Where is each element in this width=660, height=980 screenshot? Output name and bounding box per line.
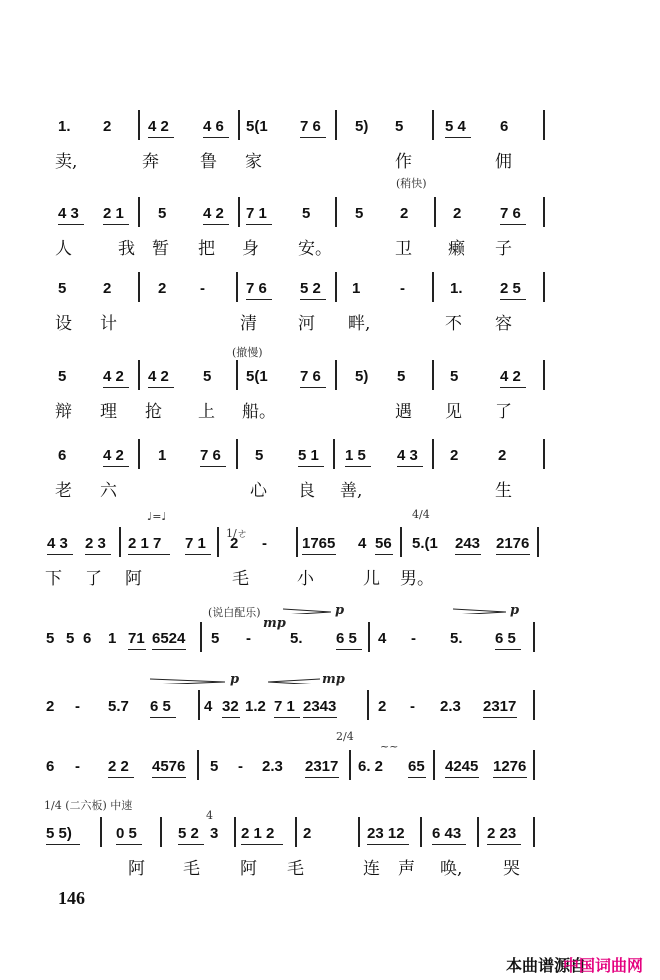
beam-underline	[455, 554, 481, 555]
barline	[543, 197, 545, 227]
note-group: -	[75, 698, 80, 715]
lyric-syllable: 身	[242, 239, 259, 259]
beam-underline	[302, 554, 336, 555]
page-number: 146	[58, 888, 85, 908]
lyric-syllable: 阿	[128, 859, 145, 879]
diminuendo-hairpin-icon	[453, 608, 506, 614]
lyric-syllable: 上	[198, 402, 215, 422]
lyric-syllable: 卫	[395, 239, 412, 259]
note-group: 5	[66, 630, 75, 647]
note-group: 5(1	[246, 368, 268, 385]
lyric-syllable: 暂	[152, 239, 169, 259]
tempo-annotation: 2/4	[336, 730, 354, 743]
barline	[335, 360, 337, 390]
note-group: 2	[378, 698, 387, 715]
lyric-syllable: 了	[495, 402, 512, 422]
note-group: -	[200, 280, 205, 297]
note-group: 2 1 7	[128, 535, 162, 552]
barline	[200, 622, 202, 652]
note-group: 5	[203, 368, 212, 385]
beam-underline	[336, 649, 362, 650]
note-group: 4	[378, 630, 387, 647]
lyric-syllable: 心	[250, 481, 267, 501]
tempo-annotation: (撤慢)	[232, 346, 263, 359]
note-group: 4245	[445, 758, 479, 775]
barline	[234, 817, 236, 847]
beam-underline	[148, 387, 174, 388]
barline	[368, 622, 370, 652]
note-group: 5)	[355, 368, 369, 385]
lyric-syllable: 了	[85, 569, 102, 589]
barline	[432, 360, 434, 390]
lyric-syllable: 我	[118, 239, 135, 259]
note-group: 2	[230, 535, 239, 552]
barline	[198, 690, 200, 720]
note-group: 2	[498, 447, 507, 464]
note-group: 7 6	[200, 447, 221, 464]
note-group: 3	[210, 825, 219, 842]
note-group: 1	[352, 280, 361, 297]
watermark-prefix: 本曲谱源自	[506, 956, 587, 975]
barline	[432, 110, 434, 140]
tempo-annotation: 4	[206, 809, 213, 822]
lyric-syllable: 河	[298, 314, 315, 334]
lyric-syllable: 清	[240, 314, 257, 334]
note-group: 4	[358, 535, 367, 552]
barline	[236, 272, 238, 302]
lyric-syllable: 毛	[232, 569, 249, 589]
tempo-annotation: 1/ㄜ	[226, 527, 248, 540]
note-group: 6	[58, 447, 67, 464]
note-group: 5)	[355, 118, 369, 135]
note-group: 2176	[496, 535, 530, 552]
lyric-syllable: 老	[55, 481, 72, 501]
note-group: 5	[395, 118, 404, 135]
lyric-syllable: 声	[398, 859, 415, 879]
note-group: 5	[302, 205, 311, 222]
note-group: 4	[204, 698, 213, 715]
beam-underline	[408, 777, 426, 778]
beam-underline	[300, 387, 326, 388]
watermark-site-link[interactable]: 中国词曲网	[563, 956, 644, 975]
lyric-syllable: 安。	[298, 239, 332, 259]
note-group: 5	[397, 368, 406, 385]
barline	[432, 439, 434, 469]
note-group: 2	[453, 205, 462, 222]
note-group: 2	[303, 825, 312, 842]
barline	[238, 110, 240, 140]
lyric-syllable: 小	[297, 569, 314, 589]
note-group: 6	[46, 758, 55, 775]
dynamic-marking: mp	[263, 616, 286, 631]
barline	[295, 817, 297, 847]
barline	[138, 439, 140, 469]
note-group: 2.3	[440, 698, 461, 715]
tempo-annotation: ~~	[380, 740, 399, 753]
barline	[543, 360, 545, 390]
beam-underline	[274, 717, 300, 718]
note-group: 4 3	[58, 205, 79, 222]
lyric-syllable: 家	[245, 152, 262, 172]
barline	[335, 110, 337, 140]
beam-underline	[47, 554, 73, 555]
note-group: 2317	[483, 698, 517, 715]
lyric-syllable: 见	[445, 402, 462, 422]
beam-underline	[300, 299, 326, 300]
note-group: 4576	[152, 758, 186, 775]
note-group: 4 2	[103, 447, 124, 464]
barline	[335, 272, 337, 302]
beam-underline	[397, 466, 423, 467]
beam-underline	[178, 844, 204, 845]
beam-underline	[203, 137, 229, 138]
note-group: 6	[500, 118, 509, 135]
barline	[138, 110, 140, 140]
barline	[537, 527, 539, 557]
note-group: 2343	[303, 698, 337, 715]
note-group: 2	[400, 205, 409, 222]
lyric-syllable: 生	[495, 481, 512, 501]
lyric-syllable: 哭	[503, 859, 520, 879]
beam-underline	[500, 387, 526, 388]
note-group: -	[246, 630, 251, 647]
lyric-syllable: 鲁	[200, 152, 217, 172]
barline	[296, 527, 298, 557]
dynamic-marking: mp	[322, 672, 345, 687]
tempo-annotation: 1/4 (二六板) 中速	[44, 799, 133, 812]
lyric-syllable: 毛	[287, 859, 304, 879]
note-group: -	[400, 280, 405, 297]
beam-underline	[222, 717, 240, 718]
barline	[432, 272, 434, 302]
note-group: 5	[210, 758, 219, 775]
barline	[477, 817, 479, 847]
lyric-syllable: 下	[45, 569, 62, 589]
note-group: 4 2	[203, 205, 224, 222]
note-group: 7 6	[500, 205, 521, 222]
note-group: 71	[128, 630, 145, 647]
note-group: 6 43	[432, 825, 462, 842]
beam-underline	[108, 777, 134, 778]
beam-underline	[103, 466, 129, 467]
barline	[543, 272, 545, 302]
beam-underline	[345, 466, 371, 467]
barline	[533, 622, 535, 652]
dynamic-marking: p	[335, 603, 345, 618]
note-group: 7 6	[246, 280, 267, 297]
note-group: 5	[255, 447, 264, 464]
diminuendo-hairpin-icon	[283, 608, 331, 614]
lyric-syllable: 阿	[125, 569, 142, 589]
barline	[160, 817, 162, 847]
barline	[358, 817, 360, 847]
note-group: 6 5	[150, 698, 171, 715]
tempo-annotation: (稍快)	[396, 177, 427, 190]
barline	[533, 817, 535, 847]
note-group: 2	[450, 447, 459, 464]
beam-underline	[128, 649, 146, 650]
beam-underline	[246, 224, 272, 225]
note-group: 243	[455, 535, 481, 552]
note-group: -	[75, 758, 80, 775]
note-group: 5.	[290, 630, 303, 647]
note-group: 5 5)	[46, 825, 72, 842]
lyric-syllable: 佣	[495, 152, 512, 172]
note-group: 5	[450, 368, 459, 385]
tempo-annotation: ♩=♩	[147, 510, 167, 523]
lyric-syllable: 不	[445, 314, 462, 334]
barline	[533, 750, 535, 780]
beam-underline	[375, 554, 393, 555]
note-group: -	[238, 758, 243, 775]
note-group: 7 1	[274, 698, 295, 715]
note-group: 5.(1	[412, 535, 438, 552]
note-group: 2	[158, 280, 167, 297]
note-group: -	[262, 535, 267, 552]
beam-underline	[85, 554, 111, 555]
note-group: 32	[222, 698, 239, 715]
beam-underline	[148, 137, 174, 138]
note-group: 2 23	[487, 825, 517, 842]
note-group: 5	[58, 368, 67, 385]
barline	[138, 197, 140, 227]
note-group: 6. 2	[358, 758, 384, 775]
beam-underline	[152, 777, 186, 778]
beam-underline	[500, 224, 526, 225]
barline	[119, 527, 121, 557]
beam-underline	[303, 717, 337, 718]
lyric-syllable: 抢	[145, 402, 162, 422]
note-group: 23 12	[367, 825, 405, 842]
lyric-syllable: 善,	[340, 481, 363, 501]
beam-underline	[445, 137, 471, 138]
beam-underline	[445, 777, 479, 778]
note-group: 7 6	[300, 368, 321, 385]
dynamic-marking: p	[230, 672, 240, 687]
beam-underline	[150, 717, 176, 718]
beam-underline	[58, 224, 84, 225]
lyric-syllable: 奔	[142, 152, 159, 172]
note-group: 6524	[152, 630, 186, 647]
lyric-syllable: 六	[100, 481, 117, 501]
note-group: 0 5	[116, 825, 137, 842]
barline	[420, 817, 422, 847]
note-group: 5	[58, 280, 67, 297]
diminuendo-hairpin-icon	[150, 678, 225, 684]
lyric-syllable: 作	[395, 152, 412, 172]
note-group: 65	[408, 758, 425, 775]
note-group: 7 6	[300, 118, 321, 135]
note-group: 5	[355, 205, 364, 222]
lyric-syllable: 人	[55, 239, 72, 259]
beam-underline	[493, 777, 527, 778]
note-group: 5.7	[108, 698, 129, 715]
barline	[367, 690, 369, 720]
beam-underline	[241, 844, 283, 845]
barline	[543, 439, 545, 469]
note-group: 4 2	[500, 368, 521, 385]
barline	[236, 360, 238, 390]
beam-underline	[496, 554, 530, 555]
note-group: 5	[46, 630, 55, 647]
barline	[434, 197, 436, 227]
lyric-syllable: 男。	[400, 569, 434, 589]
lyric-syllable: 容	[495, 314, 512, 334]
lyric-syllable: 唤,	[440, 859, 463, 879]
note-group: 2	[103, 280, 112, 297]
lyric-syllable: 计	[100, 314, 117, 334]
beam-underline	[300, 137, 326, 138]
barline	[335, 197, 337, 227]
barline	[138, 272, 140, 302]
note-group: 2 5	[500, 280, 521, 297]
note-group: 6 5	[336, 630, 357, 647]
note-group: 4 2	[103, 368, 124, 385]
note-group: 2	[46, 698, 55, 715]
note-group: 4 6	[203, 118, 224, 135]
lyric-syllable: 遇	[395, 402, 412, 422]
note-group: 2 1	[103, 205, 124, 222]
lyric-syllable: 毛	[183, 859, 200, 879]
note-group: 1.2	[245, 698, 266, 715]
beam-underline	[495, 649, 521, 650]
beam-underline	[246, 299, 272, 300]
note-group: 5 4	[445, 118, 466, 135]
lyric-syllable: 癞	[448, 239, 465, 259]
note-group: 1765	[302, 535, 336, 552]
beam-underline	[128, 554, 170, 555]
note-group: 1.	[450, 280, 463, 297]
note-group: 1	[158, 447, 167, 464]
dynamic-marking: p	[510, 603, 520, 618]
note-group: 6 5	[495, 630, 516, 647]
note-group: 6	[83, 630, 92, 647]
beam-underline	[103, 387, 129, 388]
note-group: 4 3	[47, 535, 68, 552]
barline	[543, 110, 545, 140]
note-group: 2 3	[85, 535, 106, 552]
note-group: 4 2	[148, 118, 169, 135]
crescendo-hairpin-icon	[268, 678, 320, 684]
barline	[197, 750, 199, 780]
note-group: 5	[158, 205, 167, 222]
barline	[333, 439, 335, 469]
note-group: 5.	[450, 630, 463, 647]
beam-underline	[46, 844, 80, 845]
note-group: 2 2	[108, 758, 129, 775]
note-group: 2317	[305, 758, 339, 775]
lyric-syllable: 把	[198, 239, 215, 259]
barline	[100, 817, 102, 847]
barline	[433, 750, 435, 780]
lyric-syllable: 辩	[55, 402, 72, 422]
beam-underline	[116, 844, 142, 845]
lyric-syllable: 子	[495, 239, 512, 259]
beam-underline	[203, 224, 229, 225]
note-group: 1	[108, 630, 117, 647]
note-group: 5(1	[246, 118, 268, 135]
note-group: 5	[211, 630, 220, 647]
lyric-syllable: 良	[298, 481, 315, 501]
beam-underline	[500, 299, 526, 300]
note-group: 2	[103, 118, 112, 135]
lyric-syllable: 卖,	[55, 152, 78, 172]
beam-underline	[432, 844, 466, 845]
note-group: 1276	[493, 758, 527, 775]
barline	[400, 527, 402, 557]
note-group: -	[410, 698, 415, 715]
lyric-syllable: 船。	[242, 402, 276, 422]
tempo-annotation: 4/4	[412, 508, 430, 521]
lyric-syllable: 阿	[240, 859, 257, 879]
barline	[236, 439, 238, 469]
beam-underline	[367, 844, 409, 845]
note-group: 4 2	[148, 368, 169, 385]
beam-underline	[152, 649, 186, 650]
beam-underline	[483, 717, 517, 718]
beam-underline	[298, 466, 324, 467]
barline	[533, 690, 535, 720]
lyric-syllable: 畔,	[348, 314, 371, 334]
note-group: 2.3	[262, 758, 283, 775]
note-group: 5 1	[298, 447, 319, 464]
note-group: 1.	[58, 118, 71, 135]
barline	[138, 360, 140, 390]
beam-underline	[200, 466, 226, 467]
beam-underline	[185, 554, 211, 555]
tempo-annotation: (说白配乐)	[208, 606, 261, 619]
note-group: 4 3	[397, 447, 418, 464]
lyric-syllable: 儿	[363, 569, 380, 589]
barline	[217, 527, 219, 557]
note-group: 5 2	[300, 280, 321, 297]
beam-underline	[487, 844, 521, 845]
beam-underline	[103, 224, 129, 225]
note-group: 1 5	[345, 447, 366, 464]
note-group: 7 1	[246, 205, 267, 222]
barline	[238, 197, 240, 227]
note-group: 5 2	[178, 825, 199, 842]
note-group: -	[411, 630, 416, 647]
lyric-syllable: 理	[100, 402, 117, 422]
lyric-syllable: 连	[363, 859, 380, 879]
barline	[349, 750, 351, 780]
note-group: 2 1 2	[241, 825, 275, 842]
lyric-syllable: 设	[55, 314, 72, 334]
beam-underline	[305, 777, 339, 778]
note-group: 56	[375, 535, 392, 552]
note-group: 7 1	[185, 535, 206, 552]
